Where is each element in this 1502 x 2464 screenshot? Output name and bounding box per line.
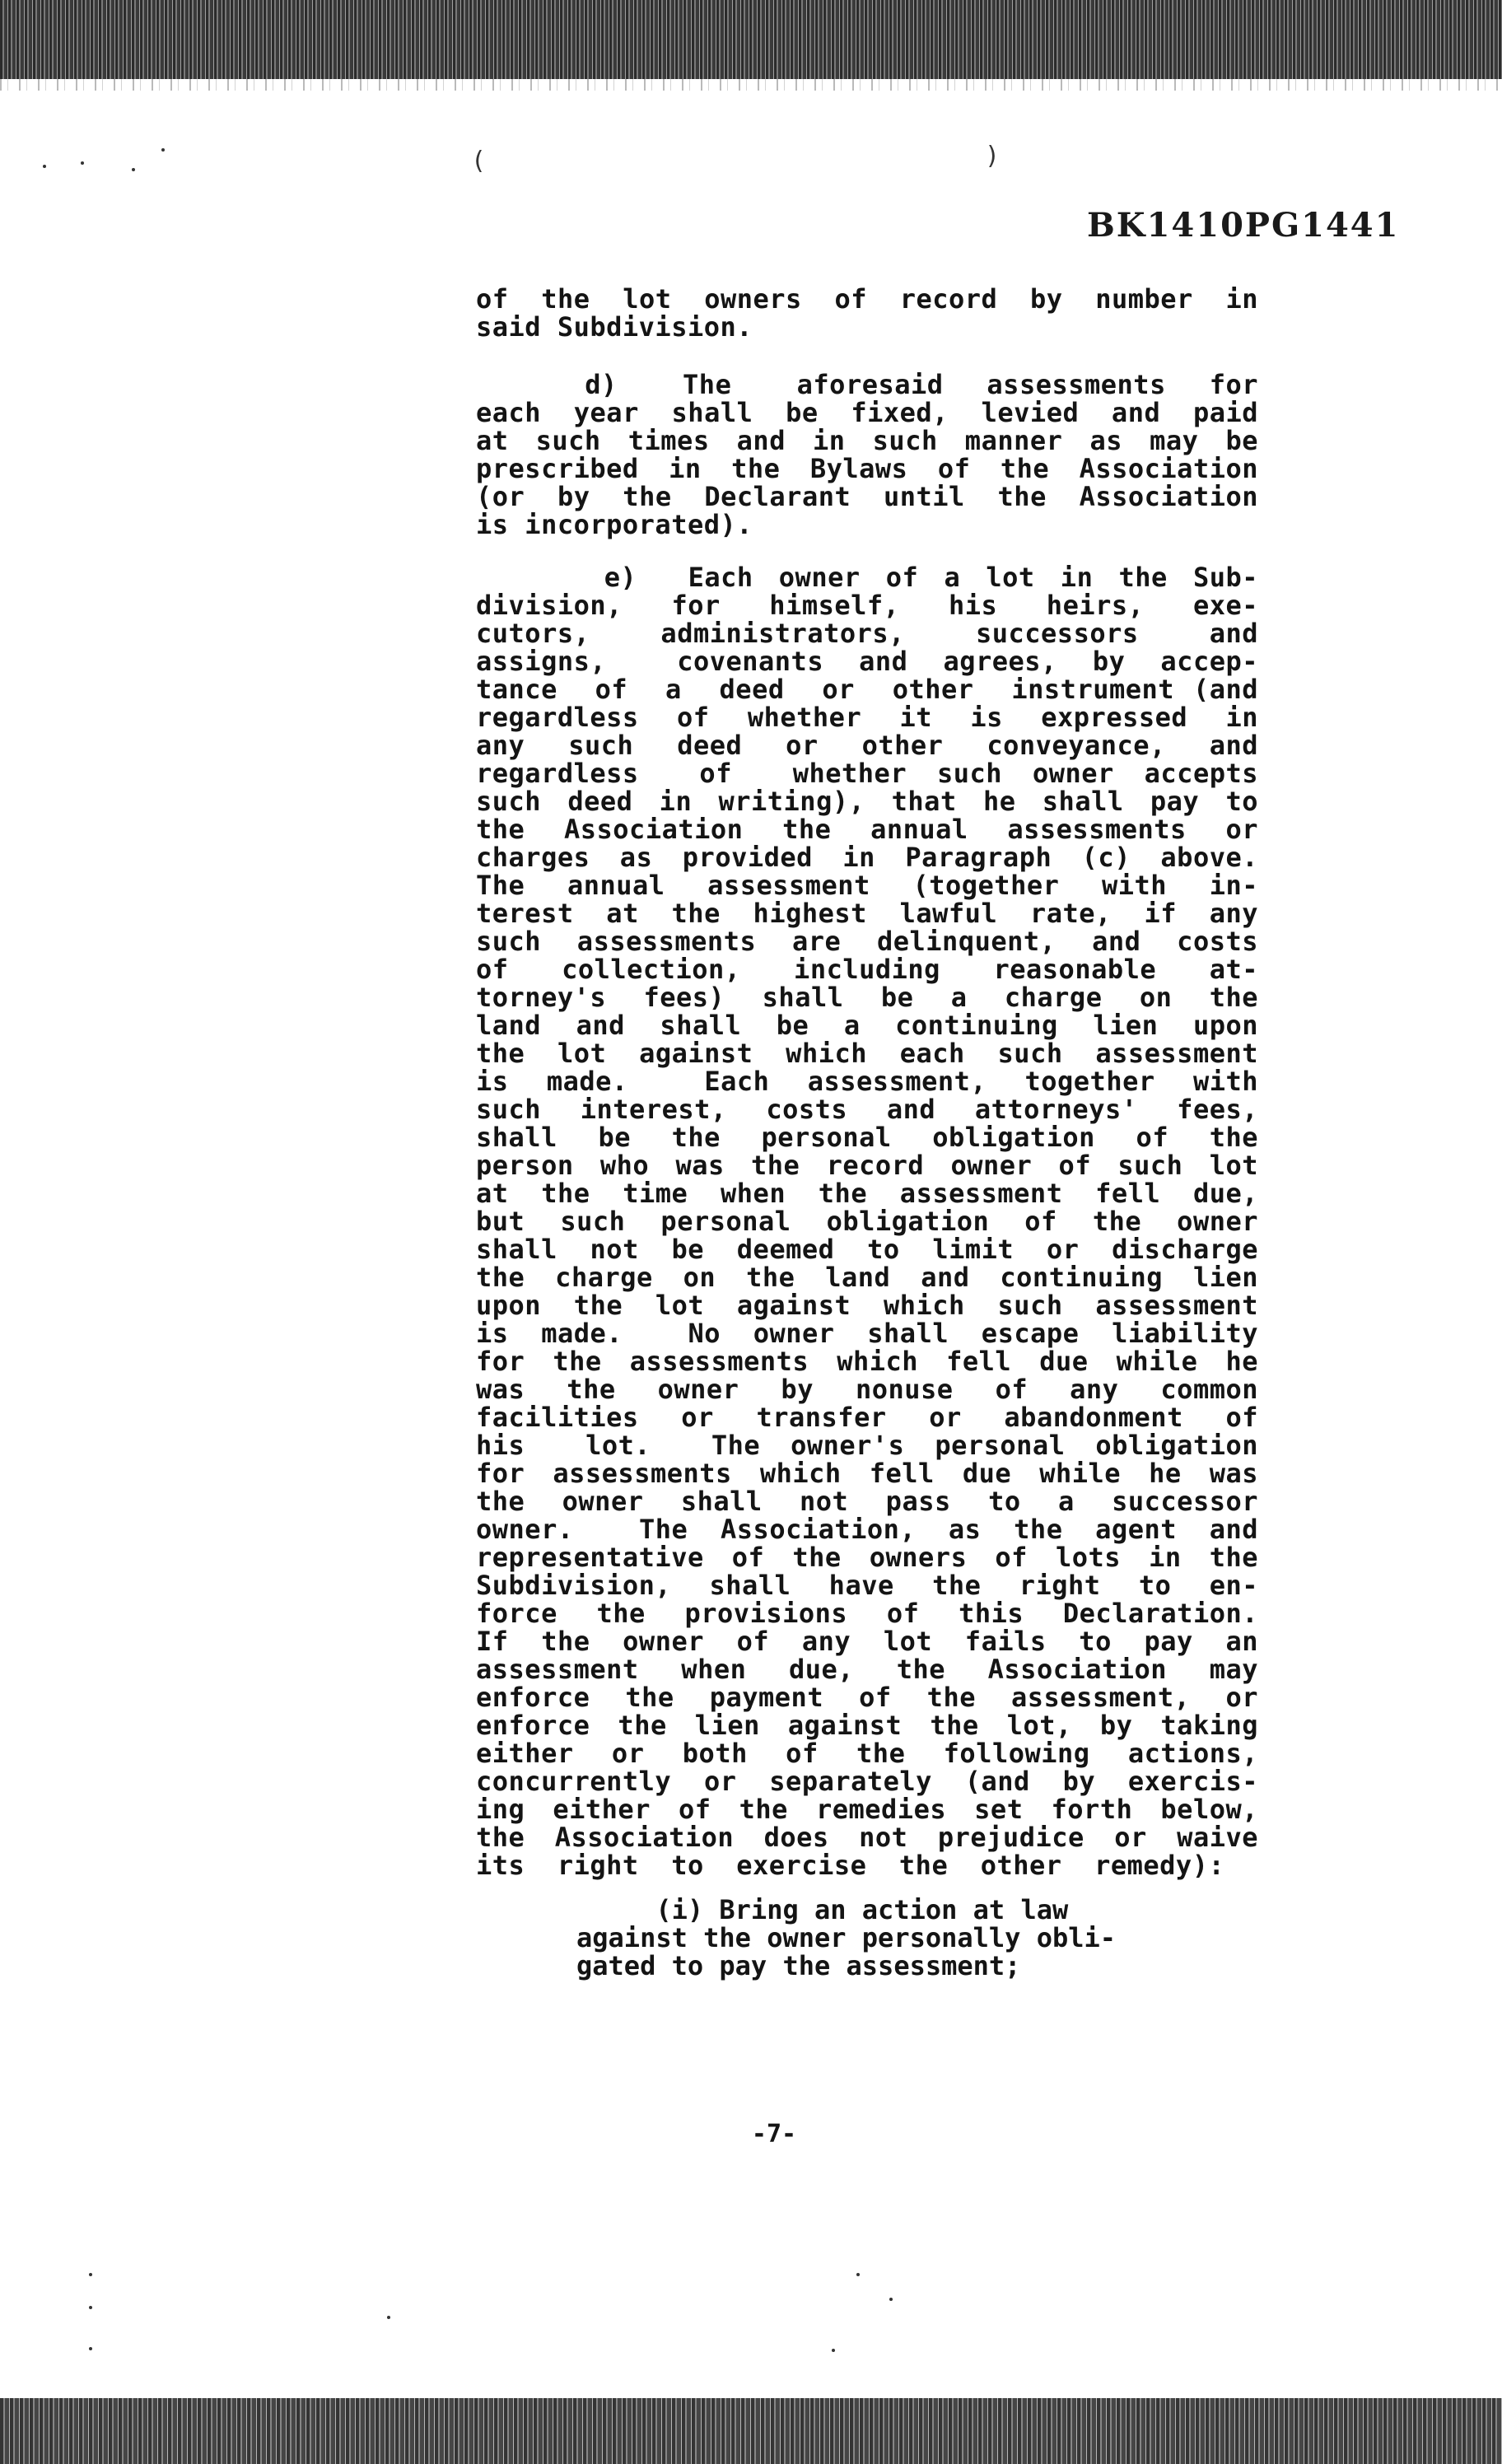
text-line: either or both of the following actions, — [476, 1738, 1258, 1769]
scan-edge-bottom — [0, 2398, 1502, 2464]
scan-edge-top — [0, 0, 1502, 79]
speckle-mark — [856, 2273, 860, 2276]
text-line: at such times and in such manner as may be — [476, 425, 1258, 456]
text-line: is made. Each assessment, together with — [476, 1066, 1258, 1097]
text-line: prescribed in the Bylaws of the Association — [476, 453, 1258, 484]
text-line: regardless of whether such owner accepts — [476, 758, 1258, 789]
text-line: (i) Bring an action at law — [576, 1894, 1069, 1925]
text-line: such deed in writing), that he shall pay to — [476, 786, 1258, 817]
text-line: enforce the payment of the assessment, or — [476, 1682, 1258, 1713]
speckle-mark — [43, 165, 46, 168]
text-line: division, for himself, his heirs, exe- — [476, 590, 1258, 621]
text-line: for the assessments which fell due while he — [476, 1346, 1258, 1377]
text-line: each year shall be fixed, levied and paid — [476, 397, 1258, 428]
text-line: the lot against which each such assessment — [476, 1038, 1258, 1069]
text-line: enforce the lien against the lot, by taking — [476, 1710, 1258, 1741]
speckle-mark — [89, 2347, 92, 2350]
text-line: his lot. The owner's personal obligation — [476, 1430, 1258, 1461]
text-line: at the time when the assessment fell due, — [476, 1178, 1258, 1209]
paragraph-d — [476, 371, 1258, 539]
text-line: of the lot owners of record by number in — [476, 283, 1258, 315]
text-line: is made. No owner shall escape liability — [476, 1318, 1258, 1349]
text-line: gated to pay the assessment; — [576, 1950, 1021, 1981]
text-line: d) The aforesaid assessments for — [476, 369, 1258, 400]
paragraph-c-continued — [476, 285, 1258, 341]
text-line: shall be the personal obligation of the — [476, 1122, 1258, 1153]
speckle-mark — [89, 2306, 92, 2309]
speckle-mark — [832, 2349, 835, 2352]
text-line: torney's fees) shall be a charge on the — [476, 982, 1258, 1013]
document-book-page-number: BK1410PG1441 — [1087, 206, 1400, 245]
text-line: owner. The Association, as the agent and — [476, 1514, 1258, 1545]
speckle-mark — [387, 2316, 390, 2319]
text-line: cutors, administrators, successors and — [476, 618, 1258, 649]
text-line: assessment when due, the Association may — [476, 1654, 1258, 1685]
text-line: assigns, covenants and agrees, by accep- — [476, 646, 1258, 677]
text-line: person who was the record owner of such lot — [476, 1150, 1258, 1181]
paragraph-e — [476, 563, 1258, 1879]
text-line: against the owner personally obli- — [576, 1922, 1117, 1953]
text-line: said Subdivision. — [476, 311, 753, 343]
margin-mark-center: ) — [985, 142, 1001, 170]
text-line: force the provisions of this Declaration. — [476, 1598, 1258, 1629]
speckle-mark — [132, 168, 135, 171]
text-line: If the owner of any lot fails to pay an — [476, 1626, 1258, 1657]
page-number: -7- — [751, 2120, 797, 2149]
text-line: is incorporated). — [476, 509, 753, 540]
text-line: The annual assessment (together with in- — [476, 870, 1258, 901]
text-line: upon the lot against which such assessment — [476, 1290, 1258, 1321]
paragraph-i — [576, 1896, 1202, 1980]
text-line: any such deed or other conveyance, and — [476, 730, 1258, 761]
text-line: land and shall be a continuing lien upon — [476, 1010, 1258, 1041]
text-line: its right to exercise the other remedy): — [476, 1850, 1225, 1881]
text-line: facilities or transfer or abandonment of — [476, 1402, 1258, 1433]
text-line: such interest, costs and attorneys' fees, — [476, 1094, 1258, 1125]
text-line: representative of the owners of lots in the — [476, 1542, 1258, 1573]
text-line: for assessments which fell due while he was — [476, 1458, 1258, 1489]
text-line: was the owner by nonuse of any common — [476, 1374, 1258, 1405]
text-line: e) Each owner of a lot in the Sub- — [476, 562, 1258, 593]
speckle-mark — [889, 2298, 893, 2301]
text-line: (or by the Declarant until the Association — [476, 481, 1258, 512]
text-line: such assessments are delinquent, and costs — [476, 926, 1258, 957]
text-line: tance of a deed or other instrument (and — [476, 674, 1258, 705]
text-line: of collection, including reasonable at- — [476, 954, 1258, 985]
text-line: charges as provided in Paragraph (c) above. — [476, 842, 1258, 873]
text-line: Subdivision, shall have the right to en- — [476, 1570, 1258, 1601]
speckle-mark — [161, 148, 165, 152]
text-line: the charge on the land and continuing lien — [476, 1262, 1258, 1293]
text-line: the owner shall not pass to a successor — [476, 1486, 1258, 1517]
text-line: the Association the annual assessments or — [476, 814, 1258, 845]
speckle-mark — [81, 161, 84, 165]
text-line: terest at the highest lawful rate, if any — [476, 898, 1258, 929]
text-line: shall not be deemed to limit or discharge — [476, 1234, 1258, 1265]
text-line: ing either of the remedies set forth below, — [476, 1794, 1258, 1825]
text-line: the Association does not prejudice or waive — [476, 1822, 1258, 1853]
text-line: but such personal obligation of the owner — [476, 1206, 1258, 1237]
text-line: concurrently or separately (and by exercis- — [476, 1766, 1258, 1797]
text-line: regardless of whether it is expressed in — [476, 702, 1258, 733]
speckle-mark — [89, 2273, 92, 2276]
margin-mark-left: ( — [471, 147, 487, 175]
